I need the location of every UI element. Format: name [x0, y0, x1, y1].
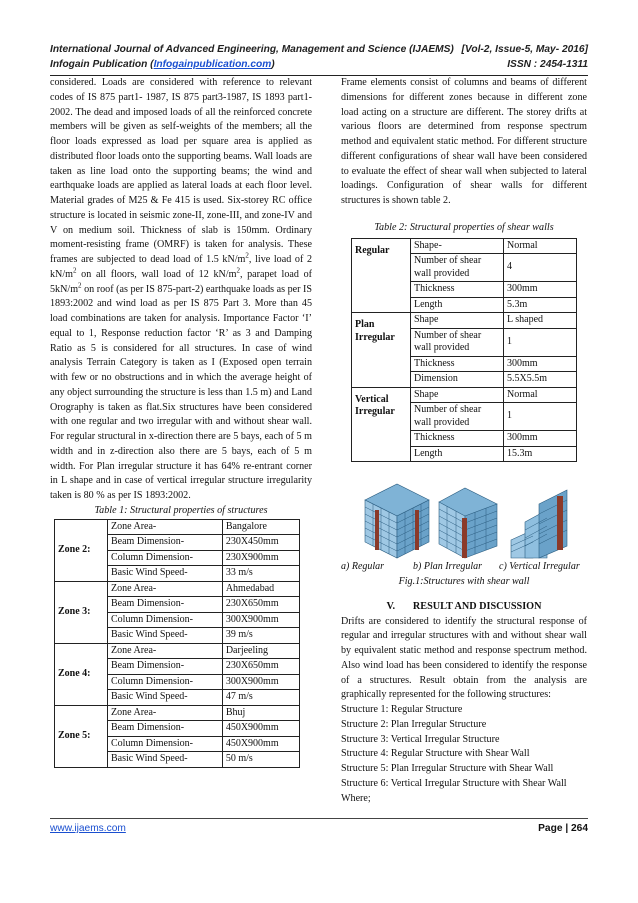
- property-value: 450X900mm: [222, 736, 299, 752]
- left-paragraph: [50, 76, 312, 504]
- right-paragraph-2: Drifts are considered to identify the structural response of regular and irregular structures with and without shear wall by equivalent static method and response spectrum method. Also wind load has been considered to identify the response of a structures. Result obtain from the analysis are graphically represented for the following structures:: [341, 615, 587, 701]
- property-value: Bangalore: [222, 519, 299, 535]
- property-name: Basic Wind Speed-: [108, 628, 223, 644]
- table2-row: [352, 313, 577, 329]
- table1-row: [55, 581, 300, 597]
- subcaption-a: a) Regular: [341, 561, 385, 572]
- property-value: 230X900mm: [222, 550, 299, 566]
- property-name: Zone Area-: [108, 643, 223, 659]
- volume-info: [Vol-2, Issue-5, May- 2016]: [461, 44, 588, 55]
- publisher-suffix: ): [271, 59, 275, 70]
- wall-property-value: L shaped: [504, 313, 577, 329]
- property-name: Zone Area-: [108, 581, 223, 597]
- left-text-1: considered. Loads are considered with reference to relevant codes of IS 875 part1- 1987, IS 875 part3-1987, IS 1893 part1-2002. The dead and imposed loads of all the reinforced concrete members will be given as self-weights of the members; all the floor loads expressed as load per square area is applied as distributed floor loads onto the supporting beams. Wall loads are taken as line load onto the supporting beams; the wind and earthquake loads are applied as lateral loads at each floor level. Material grades of M25 & Fe 415 is used. Six-storey RC office structure is located in seismic zone-II, zone-III, and zone-IV and V on medium soil. Thickness of slab is 150mm. Ordinary moment-resisting frame (OMRF) is taken for analysis. These frames are subjected to dead load of 1.5 kN/m: [50, 77, 312, 265]
- property-value: Bhuj: [222, 705, 299, 721]
- structure-type-label: Plan Irregular: [352, 313, 411, 388]
- superscript: 2: [73, 266, 77, 275]
- page-number: Page | 264: [538, 823, 588, 834]
- page-footer: [50, 823, 588, 834]
- property-value: 450X900mm: [222, 721, 299, 737]
- structure-list-item: Structure 4: Regular Structure with Shear Wall: [341, 748, 530, 760]
- plan-irregular-structure-image: [439, 488, 497, 558]
- property-name: Basic Wind Speed-: [108, 690, 223, 706]
- wall-property-name: Length: [411, 446, 504, 462]
- wall-property-name: Length: [411, 297, 504, 313]
- wall-property-name: Number of shear wall provided: [411, 403, 504, 431]
- footer-url[interactable]: www.ijaems.com: [50, 823, 126, 834]
- superscript: 2: [245, 251, 249, 260]
- superscript: 2: [236, 266, 240, 275]
- superscript: 2: [78, 281, 82, 290]
- property-name: Basic Wind Speed-: [108, 566, 223, 582]
- subcaption-c: c) Vertical Irregular: [499, 561, 580, 572]
- left-text-2: , live load of 2 kN/m: [50, 254, 312, 280]
- section-heading: V. RESULT AND DISCUSSION: [386, 600, 542, 612]
- subcaption-b: b) Plan Irregular: [413, 561, 483, 572]
- property-name: Basic Wind Speed-: [108, 752, 223, 768]
- structure-list-item: Structure 2: Plan Irregular Structure: [341, 718, 487, 730]
- property-name: Beam Dimension-: [108, 535, 223, 551]
- wall-property-name: Dimension: [411, 372, 504, 388]
- issn: ISSN : 2454-1311: [507, 59, 588, 70]
- property-name: Column Dimension-: [108, 550, 223, 566]
- structure-type-label: Vertical Irregular: [352, 387, 411, 462]
- property-value: Darjeeling: [222, 643, 299, 659]
- regular-structure-image: [365, 484, 429, 558]
- table2-row: [352, 238, 577, 254]
- table2-caption: Table 2: Structural properties of shear walls: [374, 221, 554, 233]
- table1-caption: Table 1: Structural properties of structures: [94, 504, 268, 516]
- structure-list-item: Structure 1: Regular Structure: [341, 704, 463, 715]
- journal-header: [50, 44, 588, 55]
- wall-property-name: Shape: [411, 387, 504, 403]
- property-name: Beam Dimension-: [108, 659, 223, 675]
- zone-label: Zone 4:: [55, 643, 108, 705]
- structure-list-item: Structure 5: Plan Irregular Structure with Shear Wall: [341, 763, 554, 774]
- figure-subcaptions: [341, 560, 587, 575]
- table2-row: [352, 387, 577, 403]
- vertical-irregular-structure-image: [511, 490, 567, 558]
- wall-property-value: 1: [504, 403, 577, 431]
- wall-property-value: 300mm: [504, 356, 577, 372]
- property-name: Beam Dimension-: [108, 721, 223, 737]
- property-name: Zone Area-: [108, 705, 223, 721]
- wall-property-value: 300mm: [504, 431, 577, 447]
- property-value: 230X450mm: [222, 535, 299, 551]
- wall-property-name: Shape: [411, 313, 504, 329]
- table1-row: [55, 643, 300, 659]
- publisher-prefix: Infogain Publication (: [50, 59, 154, 70]
- table1-row: [55, 705, 300, 721]
- property-value: 230X650mm: [222, 597, 299, 613]
- structure-list-item: Structure 3: Vertical Irregular Structure: [341, 733, 500, 745]
- property-value: 50 m/s: [222, 752, 299, 768]
- property-value: 300X900mm: [222, 612, 299, 628]
- left-text-5: on roof (as per IS 875-part-2) earthquake loads as per IS 1893:2002 and wind load as per IS 875 Part 3. More than 45 load combinations are taken for analysis. Importance Factor ‘I’ equal to 1, Response reduction factor ‘R’ as 3 and Damping Ratio as 5 is considered for all structures. In case of wind analysis Terrain Category is taken as I (Exposed open terrain with few or no obstructions and in which the average height of any object surrounding the structure is less than 1.5 m) and Land Orography is taken as flat.Six structures have been considered with one regular and two irregular with and without shear wall. For regular structural in x-direction there are 5 bays, each of 5 m width and in z-direction also there are 5 bays, each of 5 m width. For Plan irregular structure it has 64% re-entrant corner in L shape and in case of vertical irregular structure irregularity taken is 80 % as per IS 1893:2002.: [50, 283, 312, 501]
- structure-list-item: Structure 6: Vertical Irregular Structure with Shear Wall: [341, 777, 567, 789]
- wall-property-name: Thickness: [411, 431, 504, 447]
- wall-property-name: Thickness: [411, 282, 504, 298]
- property-name: Column Dimension-: [108, 612, 223, 628]
- zone-label: Zone 2:: [55, 519, 108, 581]
- property-name: Column Dimension-: [108, 736, 223, 752]
- left-text-3: on all floors, wall load of 12 kN/m: [76, 268, 237, 280]
- left-text-4: , parapet load of 5kN/m: [50, 268, 312, 295]
- journal-title: International Journal of Advanced Engineering, Management and Science (IJAEMS): [50, 44, 454, 55]
- zone-label: Zone 5:: [55, 705, 108, 767]
- wall-property-name: Thickness: [411, 356, 504, 372]
- property-value: 33 m/s: [222, 566, 299, 582]
- wall-property-name: Number of shear wall provided: [411, 254, 504, 282]
- table1-row: [55, 519, 300, 535]
- right-column: [341, 76, 587, 806]
- zone-label: Zone 3:: [55, 581, 108, 643]
- wall-property-value: Normal: [504, 238, 577, 254]
- property-value: 39 m/s: [222, 628, 299, 644]
- where-label: Where;: [341, 792, 371, 804]
- property-name: Zone Area-: [108, 519, 223, 535]
- structure-type-label: Regular: [352, 238, 411, 313]
- publisher-link[interactable]: Infogainpublication.com: [153, 59, 272, 70]
- wall-property-value: 5.5X5.5m: [504, 372, 577, 388]
- structures-figure-svg: [361, 480, 571, 560]
- figure-structures: [361, 480, 587, 560]
- figure-caption: Fig.1:Structures with shear wall: [398, 576, 530, 587]
- property-value: 300X900mm: [222, 674, 299, 690]
- left-column: [50, 76, 312, 768]
- property-value: 47 m/s: [222, 690, 299, 706]
- wall-property-value: 15.3m: [504, 446, 577, 462]
- property-name: Column Dimension-: [108, 674, 223, 690]
- wall-property-value: 1: [504, 328, 577, 356]
- wall-property-name: Number of shear wall provided: [411, 328, 504, 356]
- publisher-header: [50, 59, 588, 70]
- structure-list: [341, 703, 587, 792]
- property-value: Ahmedabad: [222, 581, 299, 597]
- property-name: Beam Dimension-: [108, 597, 223, 613]
- right-paragraph-1: Frame elements consist of columns and beams of different dimensions for different zones because in different zone load acting on a structure are different. The storey drifts at various floors are determined from response spectrum method and equivalent static method. For different structure different configurations of shear wall have been considered to evaluate the effect of shear wall when subjected to lateral loadings. Configuration of shear walls for different structures is shown table 2.: [341, 77, 587, 206]
- wall-property-value: 4: [504, 254, 577, 282]
- table2-shear-walls: [351, 238, 577, 463]
- table1-zone-properties: [54, 519, 300, 768]
- wall-property-value: 300mm: [504, 282, 577, 298]
- wall-property-value: Normal: [504, 387, 577, 403]
- wall-property-name: Shape-: [411, 238, 504, 254]
- wall-property-value: 5.3m: [504, 297, 577, 313]
- footer-rule: [50, 818, 588, 819]
- property-value: 230X650mm: [222, 659, 299, 675]
